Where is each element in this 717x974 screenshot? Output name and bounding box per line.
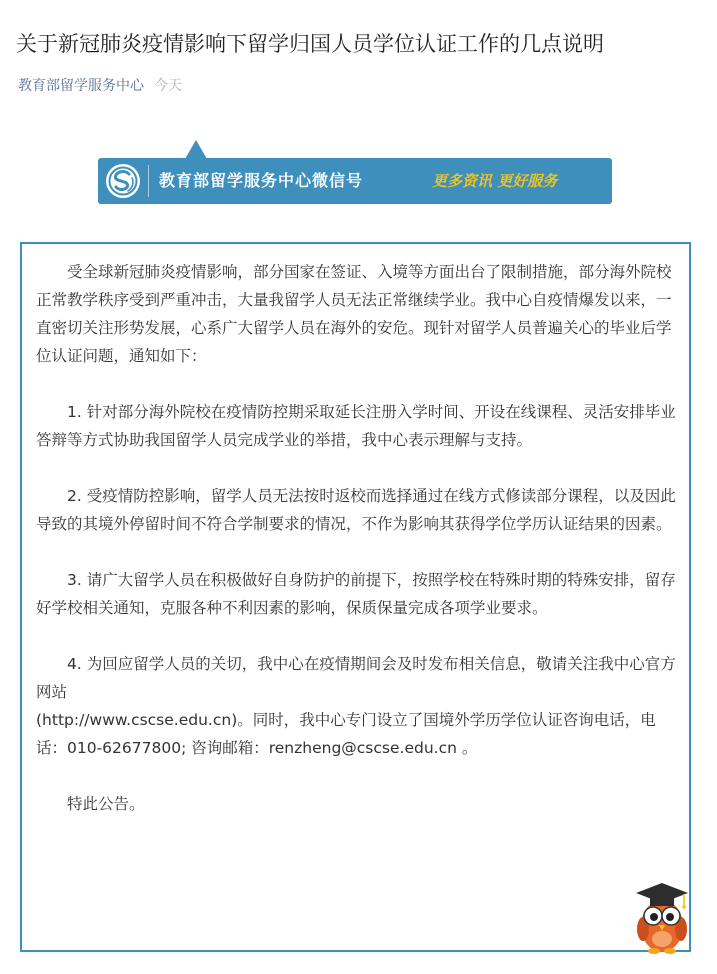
consult-email-link[interactable]: renzheng@cscse.edu.cn: [268, 739, 457, 757]
notice-body: [36, 258, 676, 818]
article-meta: [18, 76, 182, 96]
banner-account-name: 教育部留学服务中心微信号: [159, 171, 364, 190]
notice-item-2: 2. 受疫情防控影响，留学人员无法按时返校而选择通过在线方式修读部分课程，以及因此导致的其境外停留时间不符合学制要求的情况，不作为影响其获得学位学历认证结果的因素。: [36, 487, 676, 533]
notice-box: [20, 242, 691, 952]
banner-divider: [148, 165, 149, 197]
notice-item-4-contact: (http://www.cscse.edu.cn)。同时，我中心专门设立了国境外学历学位认证咨询电话，电话：010-62677800; 咨询邮箱：: [36, 711, 656, 757]
article-title: 关于新冠肺炎疫情影响下留学归国人员学位认证工作的几点说明: [16, 32, 604, 56]
notice-intro: 受全球新冠肺炎疫情影响，部分国家在签证、入境等方面出台了限制措施，部分海外院校正常教学秩序受到严重冲击，大量我留学人员无法正常继续学业。我中心自疫情爆发以来，一直密切关注形势发展，心系广大留学人员在海外的安危。现针对留学人员普遍关心的毕业后学位认证问题，通知如下：: [36, 263, 672, 365]
notice-item-3: 3. 请广大留学人员在积极做好自身防护的前提下，按照学校在特殊时期的特殊安排，留存好学校相关通知，克服各种不利因素的影响，保质保量完成各项学业要求。: [36, 571, 676, 617]
account-name-link[interactable]: 教育部留学服务中心: [18, 78, 144, 94]
banner-slogan: 更多资讯 更好服务: [432, 172, 558, 190]
owl-graduate-icon: [632, 876, 692, 954]
notice-item-4-line-2: [36, 706, 676, 762]
notice-item-4-end: 。: [456, 739, 478, 757]
notice-closing: 特此公告。: [67, 795, 145, 813]
account-banner[interactable]: [98, 158, 612, 204]
banner-notch: [185, 140, 207, 159]
publish-time: 今天: [154, 78, 182, 94]
notice-item-1: 1. 针对部分海外院校在疫情防控期采取延长注册入学时间、开设在线课程、灵活安排毕业答辩等方式协助我国留学人员完成学业的举措，我中心表示理解与支持。: [36, 403, 676, 449]
cscse-logo-icon: [105, 163, 141, 199]
notice-item-4-line-1: 4. 为回应留学人员的关切，我中心在疫情期间会及时发布相关信息，敬请关注我中心官方网站: [36, 655, 676, 701]
